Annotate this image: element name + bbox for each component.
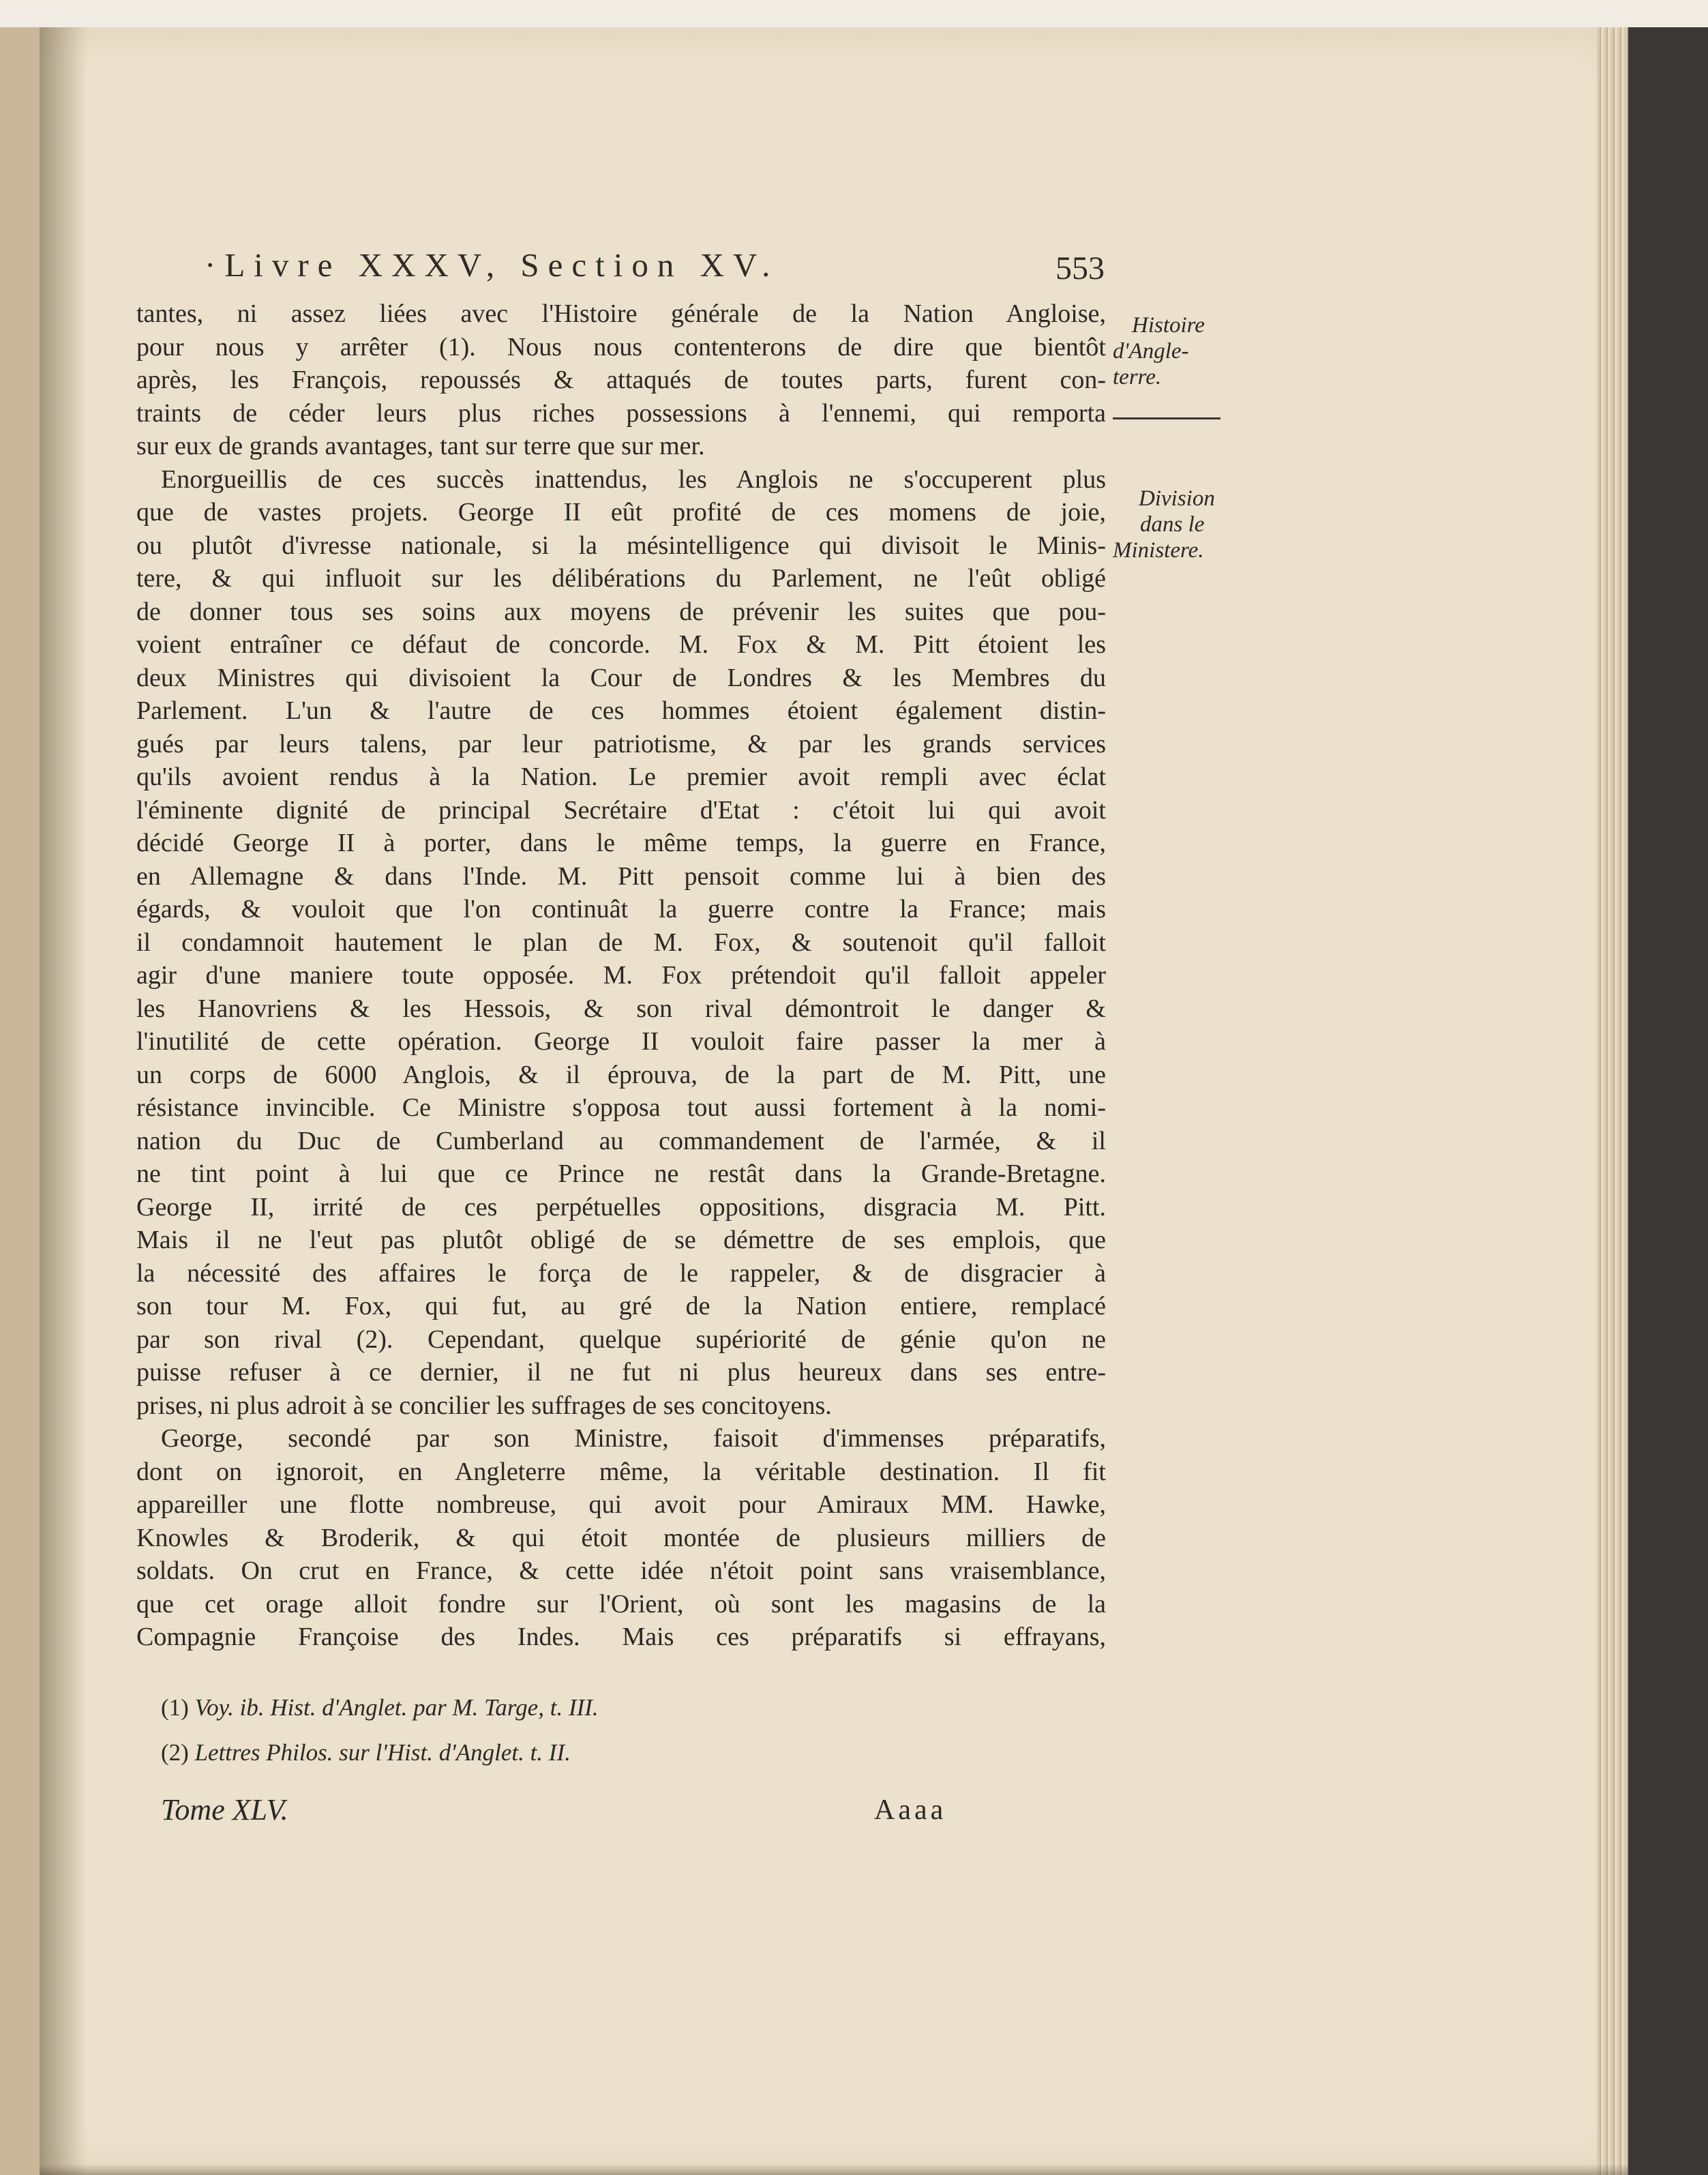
footnote-2 <box>161 1739 599 1766</box>
text-line: dont on ignoroit, en Angleterre même, la véritable destination. Il fit <box>136 1457 1106 1486</box>
margin-divider <box>1113 417 1220 419</box>
text-line: son tour M. Fox, qui fut, au gré de la Nation entiere, remplacé <box>136 1292 1106 1320</box>
text-line: prises, ni plus adroit à se concilier les suffrages de ses concitoyens. <box>136 1391 832 1420</box>
text-line: en Allemagne & dans l'Inde. M. Pitt pensoit comme lui à bien des <box>136 861 1106 891</box>
page-gutter-shadow <box>40 27 87 2175</box>
text-line: décidé George II à porter, dans le même temps, la guerre en France, <box>136 829 1106 857</box>
text-line: voient entraîner ce défaut de concorde. M. Fox & M. Pitt étoient les <box>136 630 1106 659</box>
margin-note-line: Division <box>1139 486 1215 511</box>
text-line: nation du Duc de Cumberland au commandement de l'armée, & il <box>136 1126 1106 1155</box>
footnote-mark: (1) <box>161 1694 189 1721</box>
text-line: Enorgueillis de ces succès inattendus, les Anglois ne s'occuperent plus <box>161 464 1106 494</box>
text-line: l'inutilité de cette opération. George II vouloit faire passer la mer à <box>136 1027 1106 1056</box>
text-line: ne tint point à lui que ce Prince ne restât dans la Grande-Bretagne. <box>136 1159 1106 1188</box>
page-header <box>205 246 1105 295</box>
text-line: deux Ministres qui divisoient la Cour de Londres & les Membres du <box>136 663 1106 692</box>
text-line: un corps de 6000 Anglois, & il éprouva, de la part de M. Pitt, une <box>136 1060 1106 1089</box>
text-line: pour nous y arrêter (1). Nous nous contenterons de dire que bientôt <box>136 332 1106 361</box>
running-head: ·Livre XXXV, Section XV. <box>205 246 779 284</box>
text-line: de donner tous ses soins aux moyens de prévenir les suites que pou- <box>136 597 1106 626</box>
text-line: il condamnoit hautement le plan de M. Fox, & soutenoit qu'il falloit <box>136 928 1106 957</box>
text-line: Compagnie Françoise des Indes. Mais ces préparatifs si effrayans, <box>136 1623 1106 1651</box>
text-line: l'éminente dignité de principal Secrétaire d'Etat : c'étoit lui qui avoit <box>136 795 1106 825</box>
text-line: qu'ils avoient rendus à la Nation. Le premier avoit rempli avec éclat <box>136 763 1106 791</box>
text-line: résistance invincible. Ce Ministre s'opposa tout aussi fortement à la nomi- <box>136 1093 1106 1122</box>
margin-note-line: Ministere. <box>1113 538 1204 563</box>
text-line: Mais il ne l'eut pas plutôt obligé de se démettre de ses emplois, que <box>136 1226 1106 1254</box>
margin-note-line: Histoire <box>1132 313 1205 338</box>
text-line: par son rival (2). Cependant, quelque supériorité de génie qu'on ne <box>136 1325 1106 1354</box>
text-line: sur eux de grands avantages, tant sur terre que sur mer. <box>136 432 705 460</box>
text-line: appareiller une flotte nombreuse, qui avoit pour Amiraux MM. Hawke, <box>136 1490 1106 1519</box>
text-line: tere, & qui influoit sur les délibérations du Parlement, ne l'eût obligé <box>136 564 1106 593</box>
text-line: traints de céder leurs plus riches possessions à l'ennemi, qui remporta <box>136 398 1106 428</box>
text-line: George II, irrité de ces perpétuelles oppositions, disgracia M. Pitt. <box>136 1192 1106 1222</box>
text-line: soldats. On crut en France, & cette idée n'étoit point sans vraisemblance, <box>136 1556 1106 1585</box>
page-fore-edge <box>1597 27 1628 2175</box>
footnote-1 <box>161 1694 599 1721</box>
text-line: ou plutôt d'ivresse nationale, si la mésintelligence qui divisoit le Minis- <box>136 531 1106 560</box>
text-line: après, les François, repoussés & attaqués de toutes parts, furent con- <box>136 366 1106 394</box>
text-line: George, secondé par son Ministre, faisoit d'immenses préparatifs, <box>161 1424 1106 1453</box>
text-line: Knowles & Broderik, & qui étoit montée de plusieurs milliers de <box>136 1523 1106 1552</box>
text-line: tantes, ni assez liées avec l'Histoire générale de la Nation Angloise, <box>136 299 1106 328</box>
page-bottom-edge <box>40 2164 1628 2175</box>
footnotes <box>161 1694 599 1766</box>
volume-signature: Tome XLV. <box>161 1793 288 1826</box>
margin-note-line: terre. <box>1113 365 1162 389</box>
text-line: puisse refuser à ce dernier, il ne fut ni plus heureux dans ses entre- <box>136 1358 1106 1387</box>
margin-note-line: d'Angle- <box>1113 339 1189 364</box>
text-line: gués par leurs talens, par leur patriotisme, & par les grands services <box>136 729 1106 758</box>
margin-note-histoire <box>1113 312 1205 390</box>
margin-note-line: dans le <box>1140 512 1205 537</box>
footnote-text: Voy. ib. Hist. d'Anglet. par M. Targe, t. III. <box>194 1694 599 1721</box>
text-line: Parlement. L'un & l'autre de ces hommes étoient également distin- <box>136 696 1106 725</box>
text-line: que cet orage alloit fondre sur l'Orient, où sont les magasins de la <box>136 1589 1106 1618</box>
page-number: 553 <box>1055 250 1105 286</box>
footnote-text: Lettres Philos. sur l'Hist. d'Anglet. t. II. <box>194 1739 571 1766</box>
signature-mark: Aaaa <box>874 1794 947 1826</box>
text-line: que de vastes projets. George II eût profité de ces momens de joie, <box>136 498 1106 527</box>
body-text <box>136 297 1106 1654</box>
text-line: les Hanovriens & les Hessois, & son rival démontroit le danger & <box>136 994 1106 1023</box>
text-line: égards, & vouloit que l'on continuât la guerre contre la France; mais <box>136 895 1106 923</box>
text-line: agir d'une maniere toute opposée. M. Fox prétendoit qu'il falloit appeler <box>136 961 1106 990</box>
text-line: la nécessité des affaires le força de le rappeler, & de disgracier à <box>136 1258 1106 1288</box>
footnote-mark: (2) <box>161 1739 189 1766</box>
margin-note-division <box>1113 486 1215 563</box>
